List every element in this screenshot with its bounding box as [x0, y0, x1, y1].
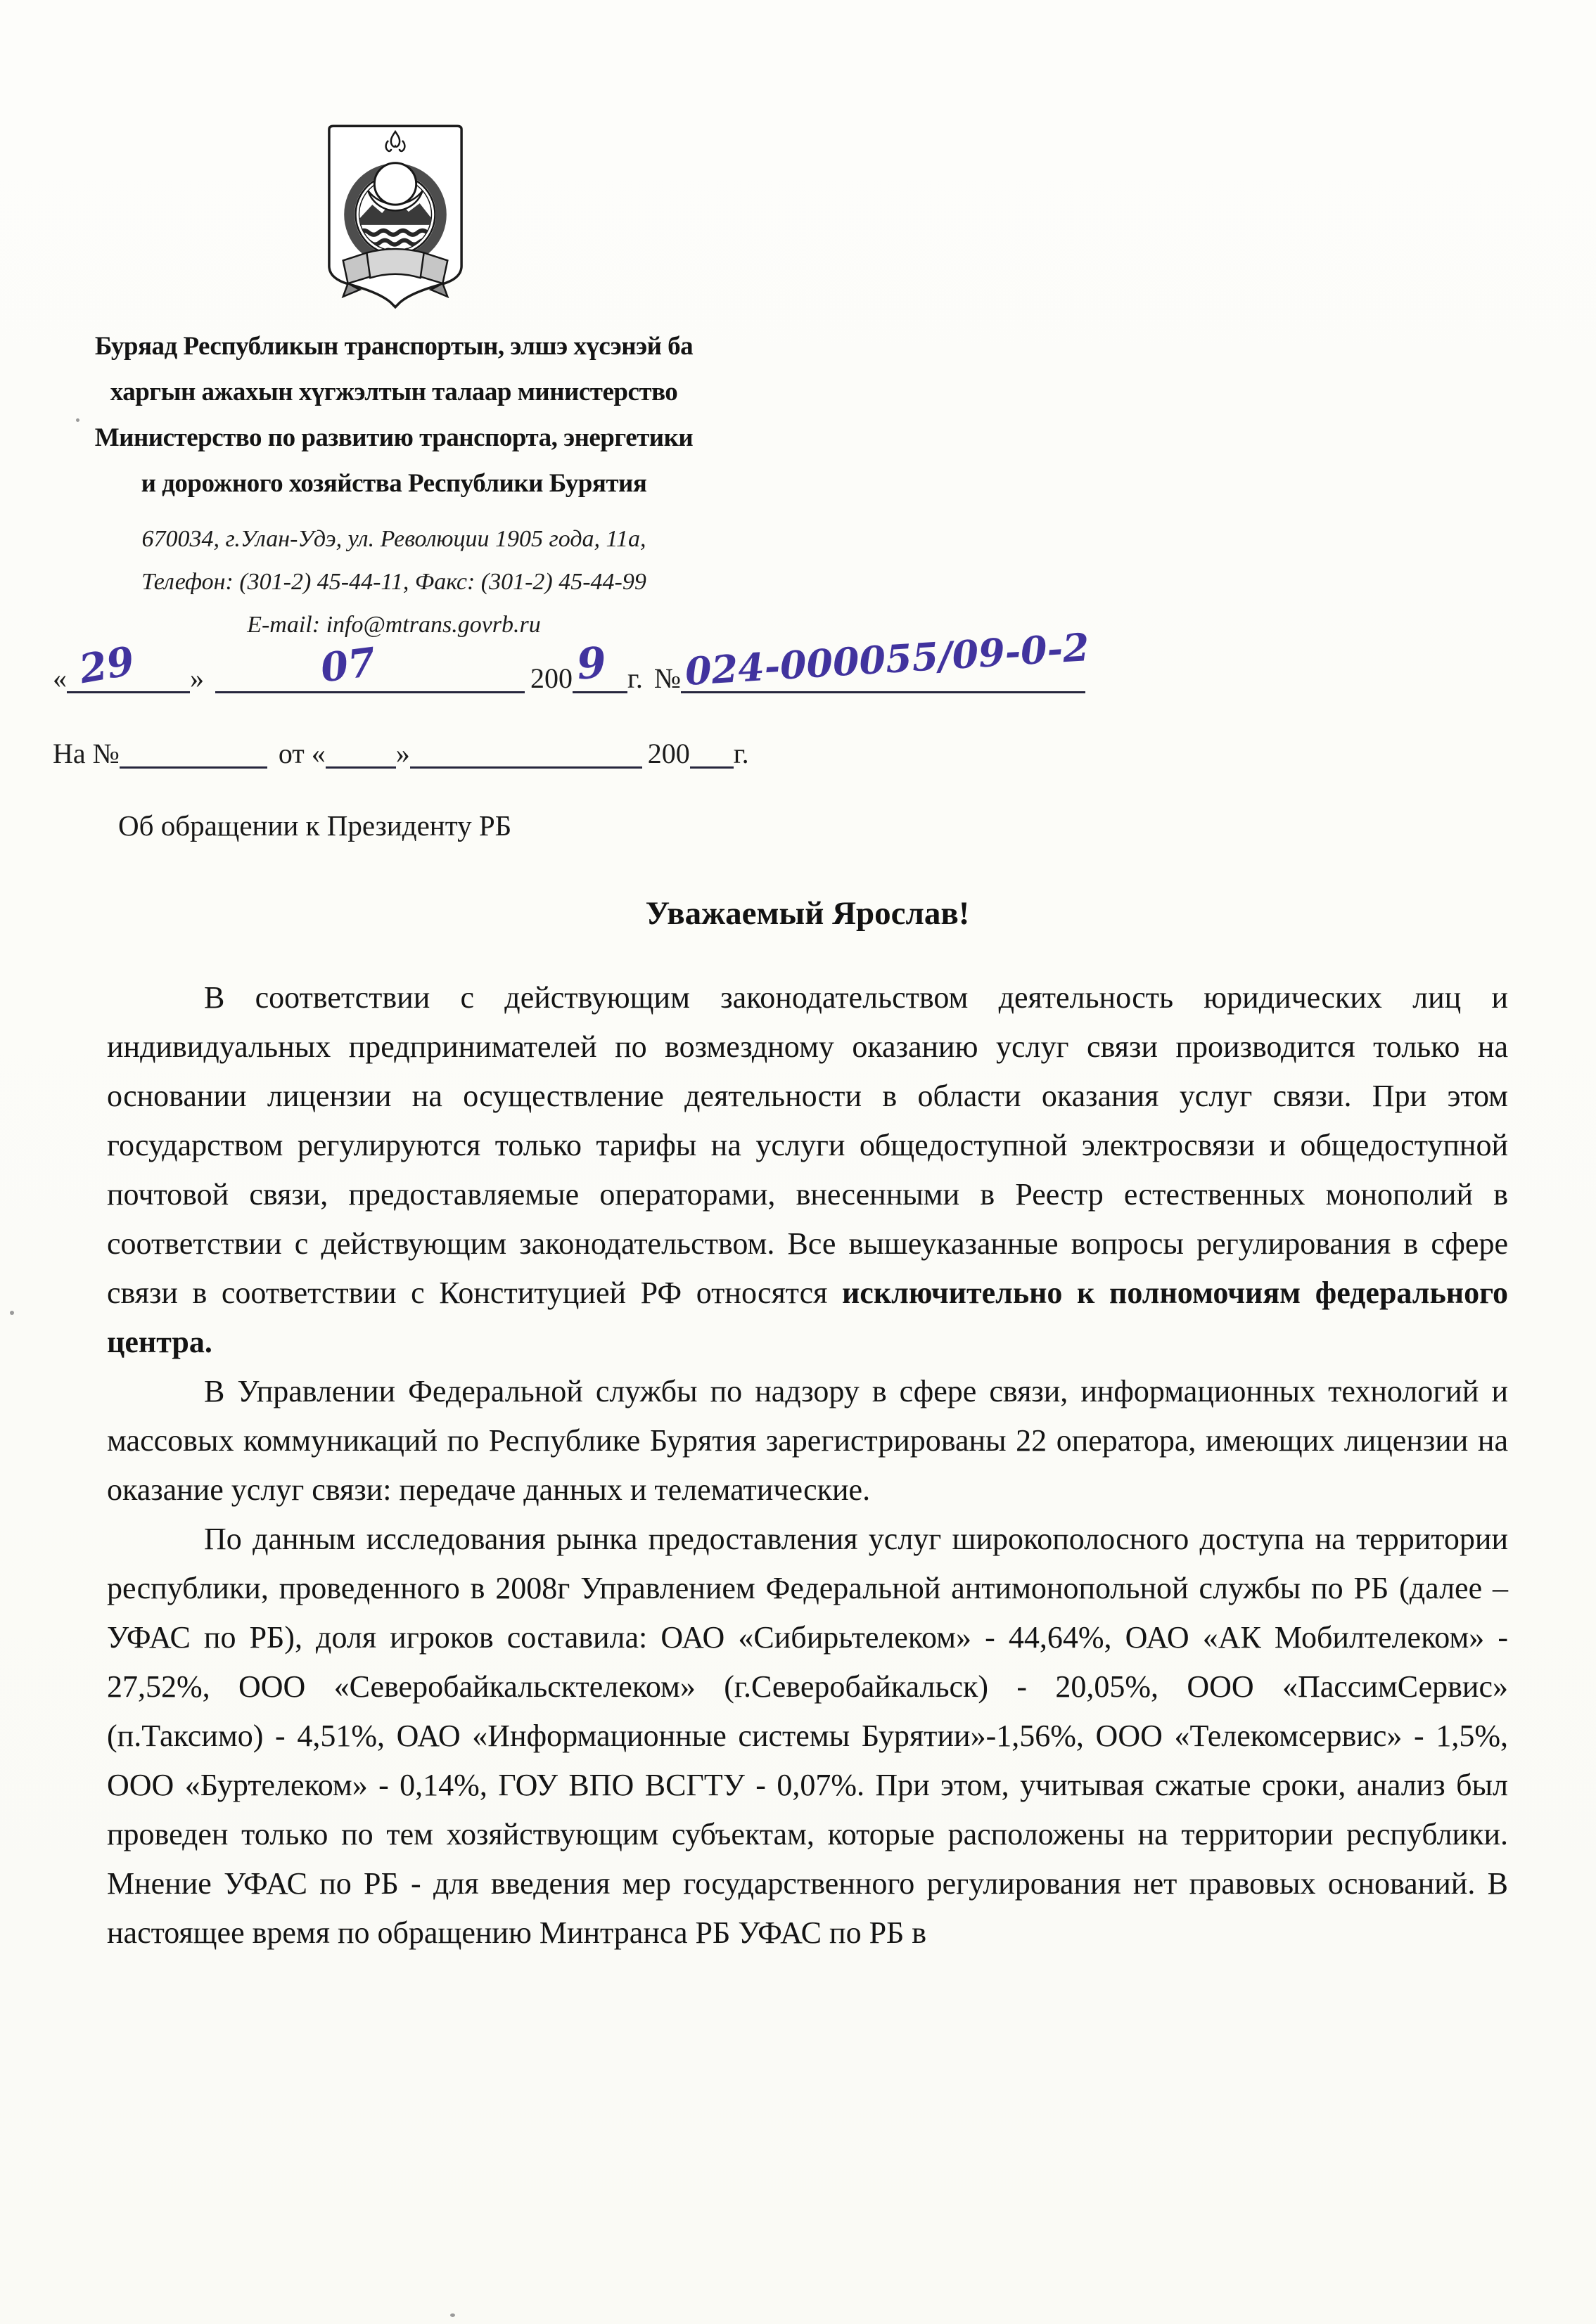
handwritten-day: 29: [75, 637, 139, 693]
scan-speck: [76, 418, 79, 422]
letter-body: [107, 973, 1508, 1958]
reply-number-blank: [120, 738, 267, 769]
ministry-name-line: Буряад Республикын транспортын, элшэ хүсэнэй ба: [94, 332, 694, 361]
reply-month-blank: [410, 738, 642, 769]
year-suffix: г.: [627, 662, 643, 694]
close-quote: »: [190, 662, 204, 694]
handwritten-month: 07: [318, 638, 378, 692]
open-quote: «: [53, 662, 67, 694]
address-line: Телефон: (301-2) 45-44-11, Факс: (301-2) 45-44-99: [141, 569, 646, 595]
reply-year: 200: [647, 738, 690, 769]
handwritten-year: 9: [575, 638, 608, 690]
handwritten-outgoing-number: 024-000055/09-0-2: [684, 624, 1091, 694]
day-blank: [67, 637, 190, 693]
paragraph-1-text: В соответствии с действующим законодательством деятельность юридических лиц и индивидуальных предпринимателей по возмездному оказанию услуг связи производится только на основании лицензии на осуществление деятельности в области оказания услуг связи. При этом государством регулируются только тарифы на услуги общедоступной электросвязи и общедоступной почтовой связи, предоставляемые операторами, внесенными в Реестр естественных монополий в соответствии с действующим законодательством. Все вышеуказанные вопросы регулирования в сфере связи в соответствии с Конституцией РФ относятся: [107, 980, 1508, 1310]
body-paragraph-3: По данным исследования рынка предоставления услуг широкополосного доступа на территории республики, проведенного в 2008г Управлением Федеральной антимонопольной службы по РБ (далее – УФАС по РБ), доля игроков составила: ОАО «Сибирьтелеком» - 44,64%, ОАО «АК Мобилтелеком» - 27,52%, ООО «Северобайкальсктелеком» (г.Северобайкальск) - 20,05%, ООО «ПассимСервис» (п.Таксимо) - 4,51%, ОАО «Информационные системы Бурятии»-1,56%, ООО «Телекомсервис» - 1,5%, ООО «Буртелеком» - 0,14%, ГОУ ВПО ВСГТУ - 0,07%. При этом, учитывая сжатые сроки, анализ был проведен только по тем хозяйствующим субъектам, которые расположены на территории республики. Мнение УФАС по РБ - для введения мер государственного регулирования нет правовых оснований. В настоящее время по обращению Минтранса РБ УФАС по РБ в: [107, 1522, 1508, 1950]
scan-speck: [10, 1311, 14, 1315]
reply-year-blank: [690, 738, 734, 769]
ministry-name-line: Министерство по развитию транспорта, энергетики: [94, 423, 694, 452]
salutation: Уважаемый Ярослав!: [645, 895, 970, 932]
address-line: 670034, г.Улан-Удэ, ул. Революции 1905 года, 11а,: [141, 526, 646, 552]
address-line: E-mail: info@mtrans.govrb.ru: [247, 612, 541, 638]
reply-label: На №: [53, 738, 120, 769]
ministry-name-line: и дорожного хозяйства Республики Бурятия: [141, 469, 647, 498]
body-paragraph-1: [107, 973, 1508, 1367]
month-blank: [215, 638, 525, 693]
reply-from-label: от «: [278, 738, 326, 769]
ministry-name-block: [21, 323, 767, 506]
body-paragraph-2: В Управлении Федеральной службы по надзору в сфере связи, информационных технологий и массовых коммуникаций по Республике Бурятия зарегистрированы 22 оператора, имеющих лицензии на оказание услуг связи: передаче данных и телематические.: [107, 1374, 1508, 1507]
subject-line: Об обращении к Президенту РБ: [118, 809, 512, 842]
scan-speck: [450, 2313, 455, 2317]
number-blank: [681, 624, 1091, 694]
reply-close-quote: »: [395, 738, 410, 769]
number-sign: №: [653, 662, 682, 694]
reply-year-suffix: г.: [733, 738, 749, 769]
year-blank: [573, 638, 627, 693]
buryatia-coat-of-arms-icon: [322, 124, 468, 309]
year-printed: 200: [530, 662, 573, 694]
reply-reference-line: [53, 733, 749, 770]
paragraph-1-bold-phrase: исключительно к полномочиям федерального центра.: [107, 1276, 1508, 1359]
address-block: [21, 518, 767, 646]
ministry-name-line: харгын ажахын хүгжэлтын талаар министерство: [110, 378, 678, 406]
reply-day-blank: [326, 738, 396, 769]
